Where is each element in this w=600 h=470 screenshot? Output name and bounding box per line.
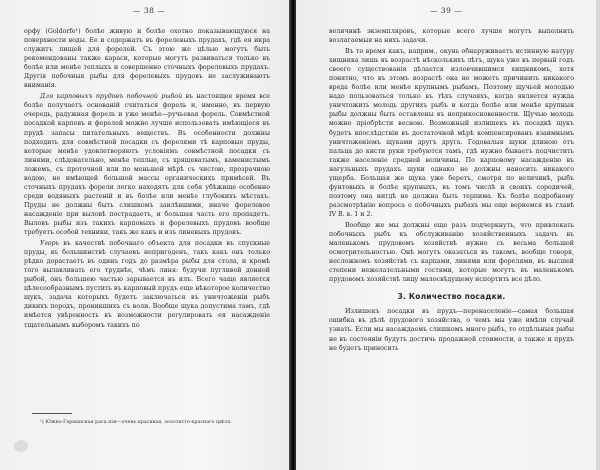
- left-page: [0, 0, 290, 470]
- paragraph: [24, 27, 270, 90]
- body-text: [329, 27, 574, 353]
- paragraph: [24, 92, 270, 237]
- paragraph: величинѣ экземпляровъ, которые всего лучше могутъ выполнить возлагаемыя на нихъ задачи.: [329, 28, 574, 45]
- paragraph-text: орфу (Goldorfe¹) болѣе живую и болѣе охотно показывающуюся на поверхности воды. Ее и содержатъ въ форелевыхъ прудахъ, гдѣ ея икра служитъ пищей для форелей. Съ этою же цѣлью могутъ быть рекомендованы также караси, которые могутъ развиваться только въ болѣе или менѣе теплыхъ и совершенно сточныхъ форелевыхъ прудахъ. Другія побочныя рыбы для форелевыхъ прудовъ не заслуживаютъ вниманія.: [24, 28, 270, 90]
- paragraph: Въ то время какъ, наприм., окунь обнаруживаетъ истинную натуру хищника лишь въ возрастѣ нѣсколькихъ лѣтъ, щука уже въ первый годъ своего существованія дѣлается изловчившимся хищникомъ, хотя понятно, что въ этомъ возрастѣ она не можетъ причинить никакого вреда болѣе или менѣе крупнымъ рыбамъ. Поэтому щучьей молодью надо пользоваться только въ тѣхъ случаяхъ, когда является нужда уничтожить молодь другихъ рыбъ и когда болѣе или менѣе крупныя рыбы должны быть оставлены въ неприкосновенности. Щучью молодь можно пріобрѣсти весною. Возможный излишекъ въ посадкѣ щукъ будетъ впослѣдствіи въ достаточной мѣрѣ компенсированъ взаимнымъ уничтоженіемъ щуками другъ друга. Годовалыя щуки длиною отъ пальца до кисти руки требуются тамъ, гдѣ нужно бываетъ подчистить также населеніе средней величины. По карповому насажденію въ нагульныхъ прудахъ щуки однако не должны наносить никакого ущерба. Большая же щука уже беретъ, смотря по величинѣ, рыбъ фунтовыхъ и болѣе крупныхъ, въ томъ числѣ и своихъ сородичей, поэтому она нигдѣ не должна быть терпима. Къ болѣе подробному разсмотрѣнію вопроса о побочныхъ рыбахъ мы еще вернемся въ главѣ IV В. в. 1 и 2.: [329, 48, 574, 218]
- right-page: [296, 0, 600, 470]
- body-text: [24, 27, 270, 330]
- paragraph: Излишекъ посадки въ прудъ—перенаселеніе—самая большая ошибка въ дѣлѣ прудового хозяйства, о чемъ мы уже имѣли случай узнать. Если мы насаждаемъ слишкомъ много рыбъ, то отдѣльныя рыбы не въ состояніи будутъ достичь продажной стоимости, а также и прудъ не будетъ приносить: [329, 308, 574, 352]
- paragraph: [24, 239, 270, 329]
- page-edge: [596, 0, 600, 470]
- paragraph-text: въ качествѣ побочнаго объекта для посадки въ спускные пруды, въ большинствѣ случаевъ непригоденъ, такъ какъ онъ только рѣдко дорастаетъ въ одинъ годъ до размѣра рыбы для стола, и кромѣ того вылавливать его труднѣе, чѣмъ линя: будучи пугливой донной рыбой, онъ большею частью зарывается въ илъ. Всего чаще является цѣлесообразнымъ пустить въ карповый прудъ еще нѣкоторое количество щукъ, задача которыхъ будетъ заключаться въ уничтоженіи рыбъ дикихъ породъ, проникшихъ съ воли. Вообще щука допустима тамъ, гдѣ имѣется увѣренность въ возможности регулировать ея насажденіе тщательнымъ выборомъ такихъ по: [24, 240, 270, 329]
- paragraph-lead: Угорь: [40, 240, 59, 248]
- paragraph: Вообще же мы должны еще разъ подчеркнуть, что привлекать побочныхъ рыбъ къ обслуживанію хозяйственныхъ задачъ въ маленькомъ прудовомъ хозяйствѣ нужно съ весьма большой осмотрительностью. Онѣ могутъ оказаться въ такомъ, вообще говоря, несложномъ хозяйствѣ съ карпами, линями или форелями, въ высшей степени нежелательными гостями, которые могутъ въ маленькомъ прудовомъ хозяйствѣ лицу малосвѣдущему испортить все дѣло.: [329, 221, 574, 284]
- paper-stain: [14, 440, 28, 452]
- page-number: — 38 —: [133, 6, 166, 15]
- footnote-rule: [32, 413, 72, 414]
- paragraph-text: въ настоящее время все болѣе получаетъ основаній считаться форель и, именно, въ первую очередь, радужная форель и уже менѣе—ручьевая форель. Совмѣстной посадкой карповъ и форелей можно лучше использовать имѣющіеся въ прудѣ запасы питательныхъ веществъ. Въ особенности должны подходить для совмѣстной посадки съ форелями тѣ карповые пруды, которые менѣе удовлетворяютъ условіямъ совмѣстной посадки съ линями, слѣдовательно, менѣе теплые, съ хрящеватымъ, каменистымъ ложемъ, съ проточной или по меньшей мѣрѣ съ чистою, прозрачною водою, не имѣющей большой массы органическихъ примѣсей. Въ сточныхъ прудахъ форели легко находятъ для себя убѣжище особенно среди водяныхъ растеній и въ болѣе или менѣе глубокихъ мѣстахъ. Пруды не должны быть слишкомъ заилѣвшими, иначе форелевое насажденіе при выловѣ пострадаетъ, и большая часть его пропадетъ. Выловъ рыбы изъ такихъ карповыхъ и форелевыхъ прудовъ вообще требуетъ особой техники, такъ же какъ и изъ линевыхъ прудовъ.: [24, 93, 270, 237]
- section-heading: 3. Количество посадки.: [397, 292, 506, 302]
- book-spine: [289, 0, 296, 470]
- footnote: ¹) Южно-Германская раса язя—очень красивая, золотисто-краснаго цвѣта.: [40, 420, 232, 425]
- paragraph-lead: Для карповыхъ прудовъ побочной рыбой: [40, 93, 183, 101]
- page-number: — 39 —: [430, 6, 463, 15]
